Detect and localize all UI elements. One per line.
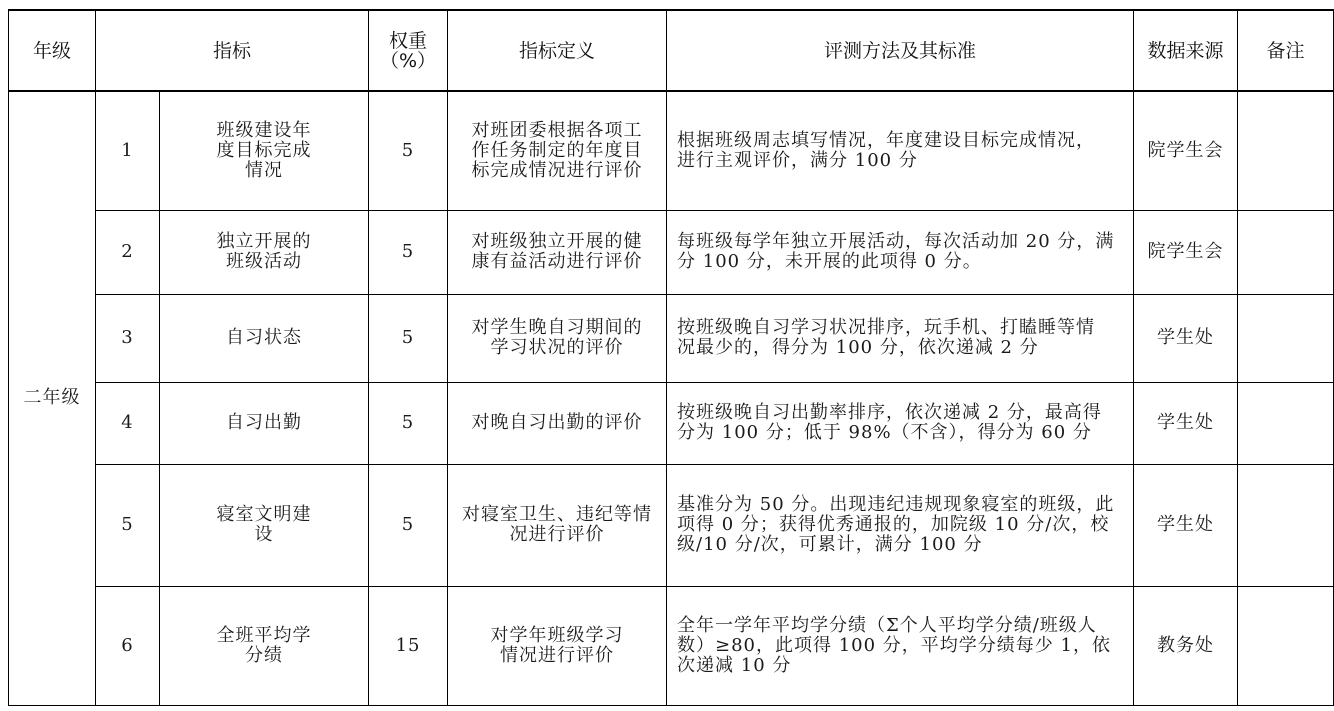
indicator-cell: 全班平均学 分绩 [160,586,369,705]
evaluation-table [8,9,1334,706]
table-row [9,586,1334,705]
row-number: 5 [96,464,160,586]
remark-cell [1238,382,1334,464]
method-cell: 按班级晚自习学习状况排序，玩手机、打瞌睡等情 况最少的，得分为 100 分，依次递减 2 分 [667,294,1134,382]
definition-cell: 对学年班级学习 情况进行评价 [448,586,667,705]
header-row [9,10,1334,91]
row-number: 2 [96,210,160,294]
table-row [9,91,1334,210]
header-indicator: 指标 [96,10,369,91]
definition-cell: 对学生晚自习期间的 学习状况的评价 [448,294,667,382]
source-cell: 学生处 [1134,382,1238,464]
method-cell: 根据班级周志填写情况，年度建设目标完成情况， 进行主观评价，满分 100 分 [667,91,1134,210]
source-cell: 院学生会 [1134,210,1238,294]
indicator-cell: 班级建设年 度目标完成 情况 [160,91,369,210]
header-definition: 指标定义 [448,10,667,91]
header-grade: 年级 [9,10,96,91]
source-cell: 学生处 [1134,294,1238,382]
indicator-cell: 自习状态 [160,294,369,382]
indicator-cell: 寝室文明建 设 [160,464,369,586]
weight-cell: 5 [369,464,448,586]
table-row [9,294,1334,382]
definition-cell: 对班团委根据各项工 作任务制定的年度目 标完成情况进行评价 [448,91,667,210]
method-cell: 全年一学年平均学分绩（Σ个人平均学分绩/班级人 数）≥80，此项得 100 分，平均学分绩每少 1，依 次递减 10 分 [667,586,1134,705]
table-row [9,464,1334,586]
remark-cell [1238,586,1334,705]
header-method: 评测方法及其标准 [667,10,1134,91]
row-number: 1 [96,91,160,210]
remark-cell [1238,464,1334,586]
definition-cell: 对晚自习出勤的评价 [448,382,667,464]
source-cell: 学生处 [1134,464,1238,586]
definition-cell: 对班级独立开展的健 康有益活动进行评价 [448,210,667,294]
remark-cell [1238,294,1334,382]
row-number: 6 [96,586,160,705]
source-cell: 教务处 [1134,586,1238,705]
remark-cell [1238,210,1334,294]
weight-cell: 5 [369,210,448,294]
weight-cell: 5 [369,91,448,210]
header-remark: 备注 [1238,10,1334,91]
method-cell: 每班级每学年独立开展活动，每次活动加 20 分，满 分 100 分，未开展的此项得 0 分。 [667,210,1134,294]
weight-cell: 15 [369,586,448,705]
method-cell: 按班级晚自习出勤率排序，依次递减 2 分，最高得 分为 100 分；低于 98%（不含），得分为 60 分 [667,382,1134,464]
table-row [9,382,1334,464]
definition-cell: 对寝室卫生、违纪等情 况进行评价 [448,464,667,586]
grade-cell: 二年级 [9,91,96,705]
weight-cell: 5 [369,382,448,464]
indicator-cell: 独立开展的 班级活动 [160,210,369,294]
indicator-cell: 自习出勤 [160,382,369,464]
row-number: 4 [96,382,160,464]
row-number: 3 [96,294,160,382]
method-cell: 基准分为 50 分。出现违纪违规现象寝室的班级，此 项得 0 分；获得优秀通报的，加院级 10 分/次，校 级/10 分/次，可累计，满分 100 分 [667,464,1134,586]
evaluation-table-container [8,9,1305,706]
weight-cell: 5 [369,294,448,382]
remark-cell [1238,91,1334,210]
header-source: 数据来源 [1134,10,1238,91]
table-row [9,210,1334,294]
source-cell: 院学生会 [1134,91,1238,210]
header-weight: 权重 （%） [369,10,448,91]
